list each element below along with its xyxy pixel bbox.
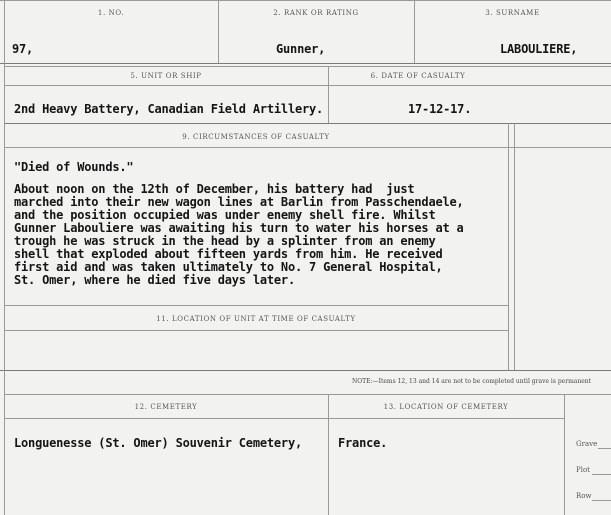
rule — [4, 394, 611, 395]
circumstances-line: trough he was struck in the head by a splinter from an enemy — [14, 234, 436, 248]
value-rank: Gunner, — [276, 42, 326, 56]
label-grave: Grave — [576, 440, 598, 448]
rule — [4, 305, 508, 306]
circumstances-line: St. Omer, where he died five days later. — [14, 273, 295, 287]
label-plot: Plot — [576, 466, 590, 474]
label-no: 1. NO. — [97, 9, 125, 17]
circumstances-line: About noon on the 12th of December, his battery had just — [14, 182, 415, 196]
rule — [508, 123, 509, 370]
circumstances-line: Gunner Labouliere was awaiting his turn to water his horses at a — [14, 221, 464, 235]
rule — [4, 66, 611, 67]
circumstances-line: first aid and was taken ultimately to No. 7 General Hospital, — [14, 260, 443, 274]
label-location-of-cemetery: 13. LOCATION OF CEMETERY — [383, 403, 509, 411]
label-location-of-unit: 11. LOCATION OF UNIT AT TIME OF CASUALTY — [156, 315, 356, 323]
value-surname: LABOULIERE, — [500, 42, 578, 56]
plot-line — [592, 474, 611, 475]
rule — [4, 85, 611, 86]
rule — [4, 123, 611, 124]
label-unit: 5. UNIT OR SHIP — [130, 72, 202, 80]
label-circumstances: 9. CIRCUMSTANCES OF CASUALTY — [182, 133, 330, 141]
label-rank: 2. RANK OR RATING — [273, 9, 359, 17]
grave-note: NOTE:—Items 12, 13 and 14 are not to be completed until grave is permanent — [352, 378, 592, 385]
label-date: 6. DATE OF CASUALTY — [370, 72, 466, 80]
rule — [4, 147, 611, 148]
rule — [328, 394, 329, 515]
circumstances-line: marched into their new wagon lines at Barlin from Passchendaele, — [14, 195, 464, 209]
rule — [0, 63, 611, 64]
circumstances-line: shell that exploded about fifteen yards from him. He received — [14, 247, 443, 261]
label-row: Row — [576, 492, 592, 500]
label-cemetery: 12. CEMETERY — [134, 403, 198, 411]
rule — [0, 370, 611, 371]
value-unit: 2nd Heavy Battery, Canadian Field Artillery. — [14, 102, 324, 116]
value-cause-of-death: "Died of Wounds." — [14, 160, 134, 174]
rule — [514, 123, 515, 370]
value-location-of-cemetery: France. — [338, 436, 388, 450]
circumstances-line: and the position occupied was under enemy shell fire. Whilst — [14, 208, 436, 222]
row-line — [592, 500, 611, 501]
value-date: 17-12-17. — [408, 102, 472, 116]
rule — [564, 394, 565, 515]
label-surname: 3. SURNAME — [485, 9, 540, 17]
rule — [0, 0, 611, 1]
value-cemetery: Longuenesse (St. Omer) Souvenir Cemetery, — [14, 436, 303, 450]
grave-line — [598, 448, 611, 449]
value-no: 97, — [12, 42, 34, 56]
rule — [4, 330, 508, 331]
rule — [4, 418, 564, 419]
